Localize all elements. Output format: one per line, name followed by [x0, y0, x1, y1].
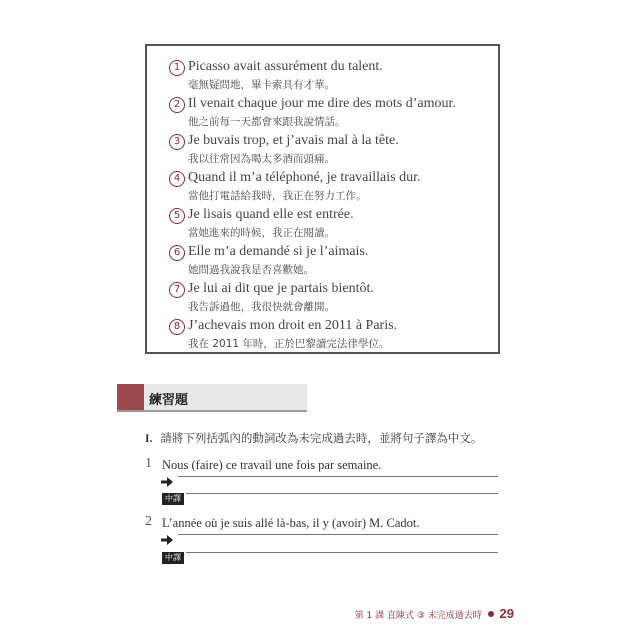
instruction-text: 請將下列括弧內的動詞改為未完成過去時，並將句子譯為中文。	[160, 431, 483, 445]
instruction-roman-numeral: I.	[145, 433, 153, 445]
question-text: Nous (faire) ce travail une fois par semaine.	[162, 458, 382, 472]
page-number: 29	[499, 606, 514, 621]
example-chinese: 我在 2011 年時，正於巴黎讀完法律學位。	[188, 338, 390, 350]
example-number: 6	[169, 245, 185, 261]
example-number: 5	[169, 208, 185, 224]
example-number: 7	[169, 282, 185, 298]
arrow-right-icon	[161, 477, 173, 487]
arrow-right-icon	[161, 535, 173, 545]
footer-title: 直陳式 ③ 未完成過去時	[386, 611, 482, 621]
example-number: 2	[169, 97, 185, 113]
question-number: 2	[145, 514, 152, 529]
example-french: Quand il m’a téléphoné, je travaillais dur.	[188, 170, 421, 185]
example-sentences-box	[145, 44, 500, 354]
section-marker	[117, 384, 144, 410]
example-chinese: 他之前每一天都會來跟我說情話。	[188, 116, 346, 128]
translation-badge: 中譯	[162, 552, 184, 564]
answer-line[interactable]	[178, 476, 498, 477]
example-chinese: 當他打電話給我時，我正在努力工作。	[188, 190, 367, 202]
example-number: 3	[169, 134, 185, 150]
example-french: J’achevais mon droit en 2011 à Paris.	[188, 318, 398, 333]
question-number: 1	[145, 456, 152, 471]
example-number: 8	[169, 319, 185, 335]
example-number: 1	[169, 60, 185, 76]
bullet-icon	[488, 611, 494, 617]
example-french: Picasso avait assurément du talent.	[188, 59, 383, 74]
example-chinese: 當她進來的時候，我正在閱讀。	[188, 227, 335, 239]
translation-line[interactable]	[186, 552, 498, 553]
example-french: Je lisais quand elle est entrée.	[188, 207, 354, 222]
answer-line[interactable]	[178, 534, 498, 535]
example-french: Je lui ai dit que je partais bientôt.	[188, 281, 374, 296]
translation-line[interactable]	[186, 493, 498, 494]
section-header	[117, 384, 307, 412]
exercise-instruction	[145, 430, 482, 446]
translation-badge: 中譯	[162, 493, 184, 505]
example-chinese: 我以往常因為喝太多酒而頭痛。	[188, 153, 335, 165]
page-footer	[355, 606, 514, 621]
question-text: L’année où je suis allé là-bas, il y (avoir) M. Cadot.	[162, 516, 420, 530]
section-title: 練習題	[149, 393, 189, 408]
footer-chapter: 第 1 課	[354, 611, 385, 621]
example-french: Elle m’a demandé si je l’aimais.	[188, 244, 369, 259]
example-number: 4	[169, 171, 185, 187]
example-chinese: 我告訴過他，我很快就會離開。	[188, 301, 335, 313]
example-chinese: 毫無疑問地，畢卡索具有才華。	[188, 79, 335, 91]
example-chinese: 她問過我說我是否喜歡她。	[188, 264, 314, 276]
example-french: Je buvais trop, et j’avais mal à la tête.	[188, 133, 399, 148]
example-french: Il venait chaque jour me dire des mots d’amour.	[188, 96, 456, 111]
